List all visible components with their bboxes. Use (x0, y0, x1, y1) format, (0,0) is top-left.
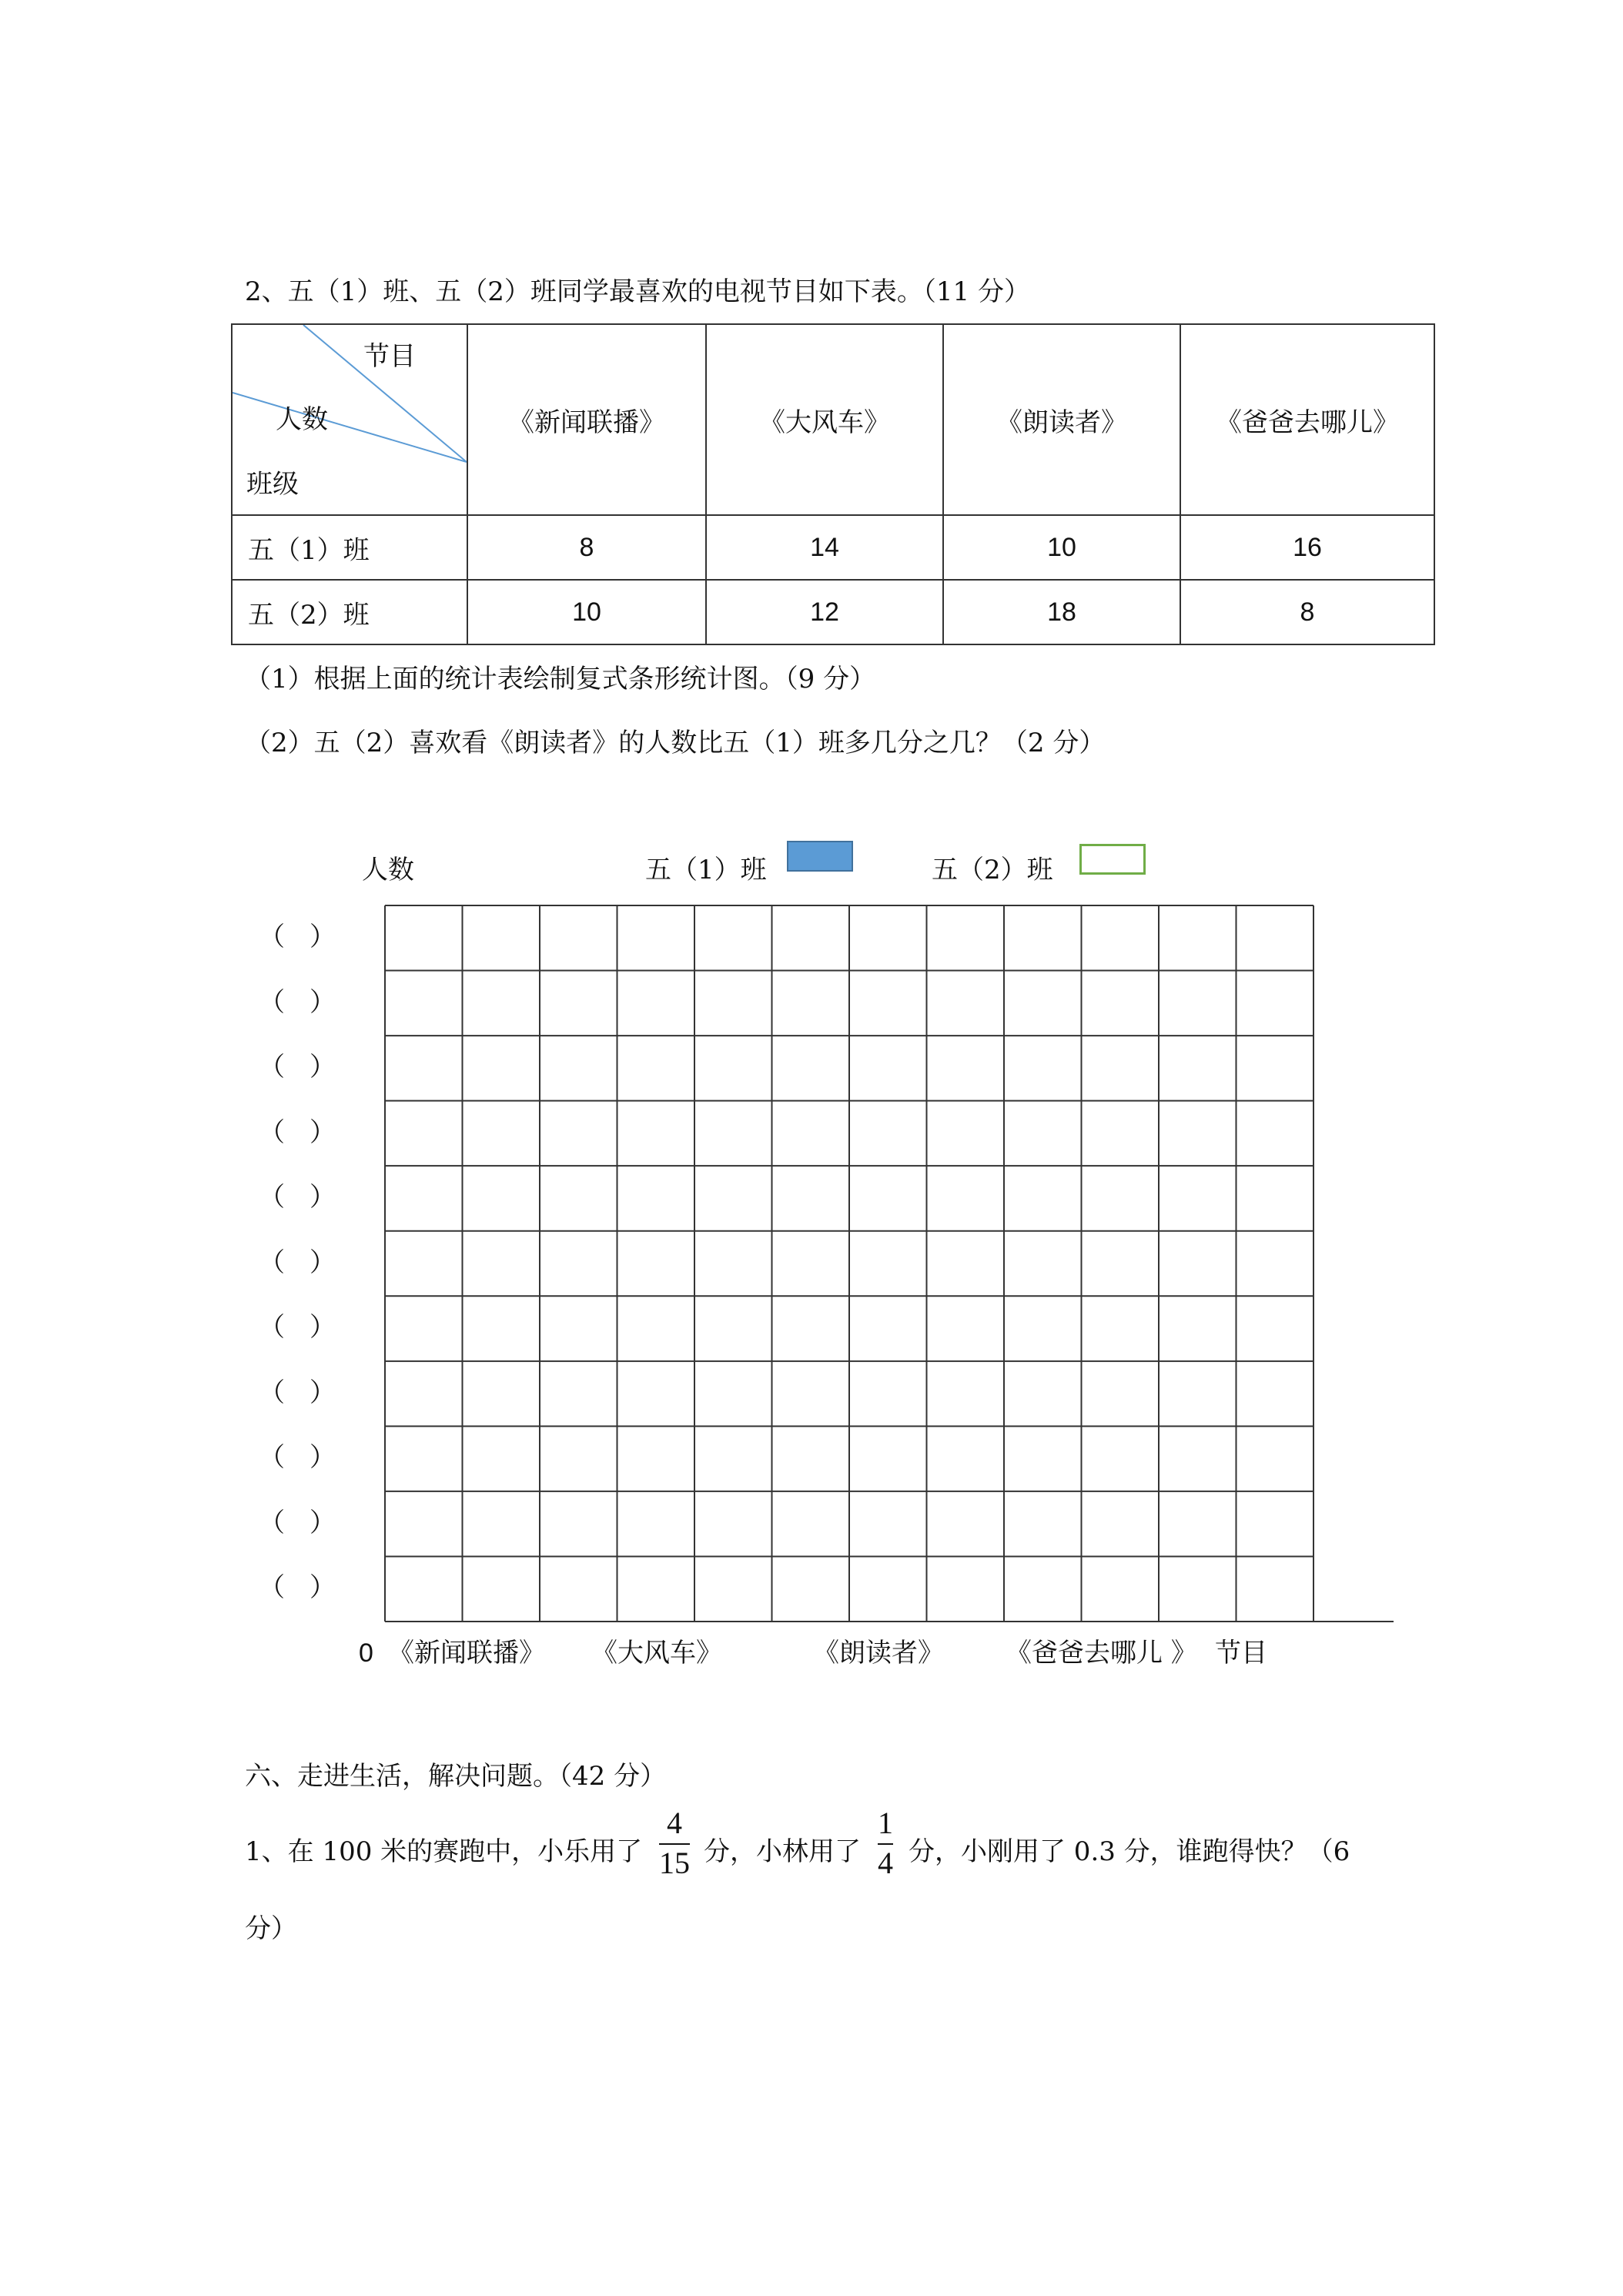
fraction-4-15 (659, 1808, 690, 1879)
column-header: 《大风车》 (706, 324, 943, 515)
y-tick-blank[interactable]: （ ） (259, 1116, 336, 1148)
x-tick-label: 《朗读者》 (813, 1638, 944, 1668)
corner-program-label: 节目 (363, 341, 416, 372)
table-cell: 14 (706, 515, 943, 580)
y-tick-blank[interactable]: （ ） (259, 1182, 336, 1213)
table-cell: 12 (706, 580, 943, 644)
y-tick-blank[interactable]: （ ） (259, 1312, 336, 1344)
question-2-title: 2、五（1）班、五（2）班同学最喜欢的电视节目如下表。（11 分） (245, 276, 1030, 307)
fraction-denominator: 15 (659, 1846, 690, 1880)
fraction-denominator: 4 (878, 1846, 893, 1880)
row-name: 五（2）班 (232, 580, 467, 644)
y-tick-blank[interactable]: （ ） (259, 1377, 336, 1408)
x-axis-label: 节目 (1215, 1638, 1267, 1668)
origin-label: 0 (359, 1638, 373, 1668)
column-header: 《朗读者》 (943, 324, 1180, 515)
fraction-numerator: 1 (878, 1806, 893, 1840)
section-6-title: 六、走进生活，解决问题。（42 分） (245, 1761, 667, 1792)
fraction-numerator: 4 (667, 1806, 682, 1840)
y-tick-blank[interactable]: （ ） (259, 1247, 336, 1278)
sub-question-2: （2）五（2）喜欢看《朗读者》的人数比五（1）班多几分之几？（2 分） (245, 728, 1106, 758)
question-1-part3: 分，小刚用了 0.3 分，谁跑得快？（6 (909, 1836, 1350, 1867)
row-name: 五（1）班 (232, 515, 467, 580)
fraction-bar (659, 1843, 690, 1845)
y-tick-blank[interactable]: （ ） (259, 1507, 336, 1538)
y-tick-blank[interactable]: （ ） (259, 986, 336, 1018)
fraction-bar (878, 1843, 893, 1845)
question-1-part2: 分，小林用了 (704, 1836, 861, 1867)
corner-count-label: 人数 (276, 404, 328, 435)
table-cell: 8 (467, 515, 706, 580)
y-tick-blank[interactable]: （ ） (259, 1572, 336, 1604)
y-tick-blank[interactable]: （ ） (259, 1442, 336, 1474)
fraction-1-4 (878, 1808, 893, 1879)
corner-class-label: 班级 (246, 469, 299, 500)
y-tick-blank[interactable]: （ ） (259, 1052, 336, 1083)
table-cell: 18 (943, 580, 1180, 644)
column-header: 《新闻联播》 (467, 324, 706, 515)
table-cell: 16 (1180, 515, 1434, 580)
x-tick-label: 《新闻联播》 (388, 1638, 545, 1668)
table-cell: 8 (1180, 580, 1434, 644)
table-cell: 10 (943, 515, 1180, 580)
x-tick-label: 《大风车》 (591, 1638, 722, 1668)
x-tick-label: 《爸爸去哪儿 》 (1006, 1638, 1197, 1668)
sub-question-1: （1）根据上面的统计表绘制复式条形统计图。（9 分） (245, 664, 876, 694)
legend-label-class1: 五（1）班 (645, 855, 767, 885)
question-1-part4: 分） (245, 1913, 297, 1944)
y-axis-label: 人数 (362, 855, 414, 885)
question-1-part1: 1、在 100 米的赛跑中，小乐用了 (245, 1836, 643, 1867)
table-cell: 10 (467, 580, 706, 644)
legend-label-class2: 五（2）班 (932, 855, 1053, 885)
y-tick-blank[interactable]: （ ） (259, 922, 336, 952)
column-header: 《爸爸去哪儿》 (1180, 324, 1434, 515)
